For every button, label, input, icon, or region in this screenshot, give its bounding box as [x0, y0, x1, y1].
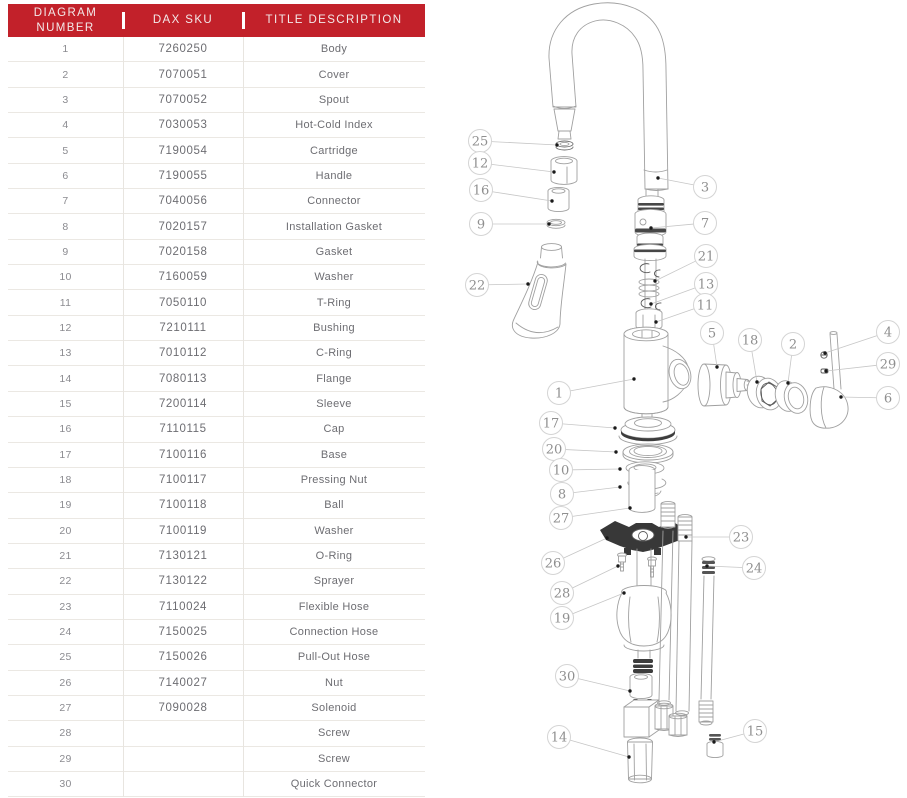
- svg-text:2: 2: [788, 337, 798, 353]
- dax-sku-cell: 7100118: [158, 499, 208, 512]
- svg-text:20: 20: [545, 442, 563, 458]
- svg-text:15: 15: [746, 724, 764, 740]
- title-description-cell: Pull-Out Hose: [297, 651, 371, 664]
- diagram-number-cell: 8: [62, 220, 69, 233]
- title-description-cell: Gasket: [315, 245, 353, 258]
- svg-text:27: 27: [552, 511, 570, 527]
- svg-text:16: 16: [472, 183, 490, 199]
- svg-text:3: 3: [700, 180, 710, 196]
- dax-sku-cell: 7100119: [158, 524, 208, 537]
- callout-15: [712, 720, 766, 744]
- svg-text:21: 21: [697, 249, 715, 265]
- callout-22: [466, 274, 530, 297]
- title-description-cell: Cap: [323, 423, 345, 436]
- title-description-cell: Cover: [318, 68, 350, 81]
- dax-sku-cell: 7190054: [158, 144, 208, 157]
- title-description-cell: Nut: [324, 676, 344, 689]
- diagram-number-cell: 17: [59, 448, 72, 461]
- svg-text:14: 14: [550, 730, 568, 746]
- diagram-number-cell: 14: [59, 372, 72, 385]
- callout-labels: [466, 130, 900, 759]
- diagram-number-cell: 26: [59, 676, 72, 689]
- header-diagram-number: DIAGRAM NUMBER: [33, 7, 98, 34]
- callout-18: [739, 329, 762, 384]
- sprayer-art: [512, 244, 566, 339]
- solenoid-art: [617, 549, 671, 783]
- header-title-description: TITLE DESCRIPTION: [265, 14, 403, 27]
- flange-stack-art: [619, 414, 677, 512]
- title-description-cell: T-Ring: [316, 296, 352, 309]
- title-description-cell: Connector: [307, 195, 361, 208]
- svg-text:22: 22: [468, 278, 486, 294]
- dax-sku-cell: 7140027: [158, 676, 208, 689]
- svg-text:9: 9: [476, 217, 486, 233]
- dax-sku-cell: 7090028: [158, 702, 208, 715]
- dax-sku-cell: 7020157: [158, 220, 208, 233]
- svg-text:26: 26: [544, 556, 562, 572]
- diagram-number-cell: 30: [59, 778, 72, 791]
- svg-text:19: 19: [553, 611, 571, 627]
- diagram-number-cell: 29: [59, 752, 72, 765]
- faucet-body-art: [624, 327, 694, 414]
- diagram-number-cell: 1: [62, 43, 69, 56]
- callout-10: [550, 459, 622, 482]
- callout-1: [548, 377, 636, 404]
- dax-sku-cell: 7110115: [159, 423, 207, 436]
- diagram-number-cell: 21: [59, 550, 72, 563]
- diagram-number-cell: 4: [62, 119, 69, 132]
- dax-sku-cell: 7260250: [158, 43, 208, 56]
- dax-sku-cell: 7080113: [158, 372, 208, 385]
- diagram-number-cell: 7: [62, 195, 69, 208]
- diagram-number-cell: 20: [59, 524, 72, 537]
- dax-sku-cell: 7100116: [158, 448, 208, 461]
- diagram-number-cell: 15: [59, 397, 72, 410]
- svg-text:29: 29: [879, 357, 897, 373]
- svg-text:17: 17: [542, 416, 560, 432]
- title-description-cell: Hot-Cold Index: [295, 119, 373, 132]
- dax-sku-cell: 7110024: [158, 600, 208, 613]
- title-description-cell: Washer: [314, 524, 354, 537]
- diagram-number-cell: 19: [59, 499, 72, 512]
- title-description-cell: C-Ring: [315, 347, 353, 360]
- dax-sku-cell: 7070051: [158, 68, 208, 81]
- diagram-number-cell: 16: [59, 423, 72, 436]
- connector-stack-art: [634, 189, 666, 335]
- callout-5: [701, 322, 724, 369]
- title-description-cell: Cartridge: [310, 144, 358, 157]
- title-description-cell: Connection Hose: [289, 626, 379, 639]
- dax-sku-cell: 7210111: [159, 321, 207, 334]
- diagram-number-cell: 6: [62, 169, 69, 182]
- svg-text:6: 6: [883, 391, 893, 407]
- callout-12: [469, 152, 556, 175]
- svg-text:8: 8: [557, 487, 567, 503]
- callout-23: [684, 526, 752, 549]
- svg-text:13: 13: [697, 277, 715, 293]
- title-description-cell: Flexible Hose: [298, 600, 370, 613]
- svg-text:30: 30: [558, 669, 576, 685]
- diagram-number-cell: 23: [59, 600, 72, 613]
- svg-text:11: 11: [696, 298, 714, 314]
- title-description-cell: Sprayer: [313, 575, 355, 588]
- title-description-cell: O-Ring: [315, 550, 353, 563]
- callout-17: [540, 412, 617, 435]
- callout-2: [782, 333, 805, 385]
- diagram-number-cell: 2: [62, 68, 69, 81]
- svg-text:23: 23: [732, 530, 750, 546]
- diagram-number-cell: 9: [62, 245, 69, 258]
- dax-sku-cell: 7150026: [158, 651, 208, 664]
- callout-8: [551, 483, 622, 506]
- diagram-number-cell: 10: [59, 271, 72, 284]
- title-description-cell: Quick Connector: [290, 778, 378, 791]
- title-description-cell: Installation Gasket: [285, 220, 383, 233]
- svg-text:25: 25: [471, 134, 489, 150]
- title-description-cell: Body: [320, 43, 348, 56]
- title-description-cell: Screw: [317, 752, 351, 765]
- dax-sku-cell: 7100117: [158, 474, 208, 487]
- title-description-cell: Pressing Nut: [300, 474, 368, 487]
- dax-sku-cell: 7020158: [158, 245, 208, 258]
- callout-29: [824, 353, 899, 376]
- svg-text:7: 7: [700, 216, 710, 232]
- diagram-number-cell: 22: [59, 575, 72, 588]
- diagram-number-cell: 13: [59, 347, 72, 360]
- dax-sku-cell: 7130121: [158, 550, 208, 563]
- callout-4: [823, 321, 899, 355]
- title-description-cell: Flange: [316, 372, 352, 385]
- nut-cover-art: [744, 373, 811, 415]
- callout-16: [470, 179, 554, 203]
- left-small-parts-art: [547, 141, 577, 228]
- svg-text:4: 4: [883, 325, 893, 341]
- dax-sku-cell: 7130122: [158, 575, 208, 588]
- dax-sku-cell: 7070052: [158, 93, 208, 106]
- title-description-cell: Screw: [317, 727, 351, 740]
- diagram-number-cell: 11: [59, 296, 72, 309]
- dax-sku-cell: 7050110: [158, 296, 208, 309]
- title-description-cell: Spout: [318, 93, 350, 106]
- diagram-number-cell: 5: [62, 144, 69, 157]
- title-description-cell: Sleeve: [316, 397, 352, 410]
- svg-text:12: 12: [471, 156, 489, 172]
- svg-text:1: 1: [554, 386, 564, 402]
- title-description-cell: Base: [320, 448, 348, 461]
- header-dax-sku: DAX SKU: [152, 14, 214, 27]
- diagram-number-cell: 3: [62, 93, 69, 106]
- handle-art: [810, 332, 848, 429]
- diagram-number-cell: 28: [59, 727, 72, 740]
- title-description-cell: Bushing: [313, 321, 355, 334]
- callout-25: [469, 130, 559, 153]
- dax-sku-cell: 7040056: [158, 195, 208, 208]
- title-description-cell: Ball: [324, 499, 344, 512]
- diagram-number-cell: 24: [59, 626, 72, 639]
- svg-text:10: 10: [552, 463, 570, 479]
- callout-26: [542, 536, 609, 574]
- diagram-number-cell: 18: [59, 474, 72, 487]
- title-description-cell: Handle: [315, 169, 353, 182]
- callout-11: [654, 294, 716, 324]
- callout-9: [470, 213, 551, 236]
- dax-sku-cell: 7030053: [158, 119, 208, 132]
- dax-sku-cell: 7190055: [158, 169, 208, 182]
- dax-sku-cell: 7160059: [158, 271, 208, 284]
- diagram-number-cell: 12: [59, 321, 72, 334]
- svg-text:18: 18: [741, 333, 759, 349]
- dax-sku-cell: 7010112: [158, 347, 208, 360]
- callout-14: [548, 726, 631, 759]
- diagram-number-cell: 27: [59, 702, 72, 715]
- callout-30: [556, 665, 632, 693]
- svg-text:28: 28: [553, 586, 571, 602]
- svg-text:5: 5: [707, 326, 717, 342]
- callout-20: [543, 438, 618, 461]
- dax-sku-cell: 7200114: [158, 397, 208, 410]
- svg-text:24: 24: [745, 561, 763, 577]
- dax-sku-cell: 7150025: [158, 626, 208, 639]
- title-description-cell: Solenoid: [311, 702, 357, 715]
- diagram-number-cell: 25: [59, 651, 72, 664]
- title-description-cell: Washer: [314, 271, 354, 284]
- connection-hose-art: [699, 557, 723, 758]
